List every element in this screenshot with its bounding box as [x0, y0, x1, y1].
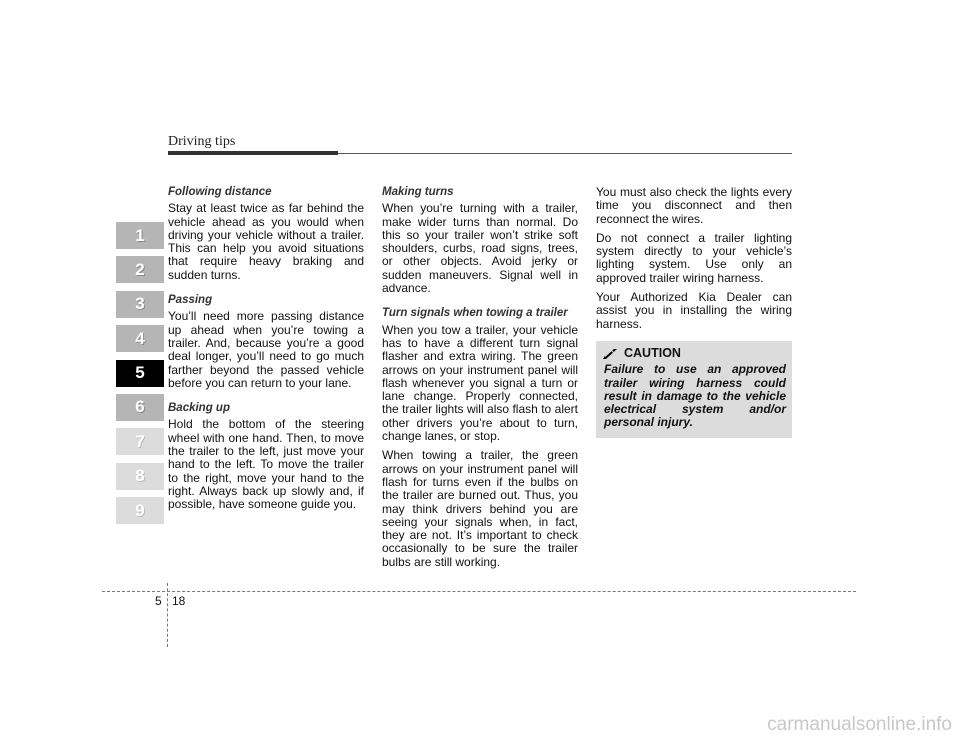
caution-header	[602, 347, 786, 360]
paragraph: You must also check the lights every time you disconnect and then reconnect the wires.	[596, 185, 792, 226]
chapter-tab-5[interactable]: 5	[116, 360, 164, 387]
section-backing-up	[168, 402, 364, 511]
section-title: Driving tips	[168, 134, 236, 149]
paragraph: When you’re turning with a trailer, make wider turns than normal. Do this so your trailer won’t strike soft shoulders, curbs, road signs, trees, or other objects. Avoid jerky or sudden maneuvers. Signal well in advance.	[382, 201, 578, 296]
subheading: Following distance	[168, 186, 272, 198]
section-turn-signals	[382, 307, 578, 569]
paragraph: You’ll need more passing distance up ahead when you’re towing a trailer. And, because you’re a good deal longer, you’ll need to go much farther beyond the passed vehicle before you can return to your lane.	[168, 309, 364, 390]
text-column-3	[596, 186, 792, 438]
section-making-turns	[382, 186, 578, 295]
subheading: Turn signals when towing a trailer	[382, 307, 568, 320]
paragraph: When towing a trailer, the green arrows on your instrument panel will flash for turns even if the bulbs on the trailer are burned out. Thus, you may think drivers behind you are seeing your signals when, in fact, they are not. It’s important to check occasionally to be sure the trailer bulbs are still working.	[382, 448, 578, 569]
subheading: Passing	[168, 294, 213, 307]
chapter-tabs	[116, 222, 164, 532]
paragraph: Stay at least twice as far behind the vehicle ahead as you would when driving your vehicle without a trailer. This can help you avoid situations that require heavy braking and sudden turns.	[168, 201, 364, 282]
text-column-2	[382, 186, 578, 581]
paragraph: Hold the bottom of the steering wheel with one hand. Then, to move the trailer to the left, just move your hand to the left. To move the trailer to the right, move your hand to the right. Always back up slowly and, if possible, have someone guide you.	[168, 417, 364, 512]
section-following-distance	[168, 186, 364, 282]
caution-text: Failure to use an approved trailer wiring harness could result in damage to the vehicle electrical system and/or personal injury.	[604, 362, 786, 430]
subheading: Backing up	[168, 402, 230, 415]
section-passing	[168, 294, 364, 390]
text-column-1	[168, 186, 364, 524]
footer-page-number: 18	[172, 594, 186, 608]
paragraph: Do not connect a trailer lighting system directly to your vehicle’s lighting system. Use only an approved trailer wiring harness.	[596, 230, 792, 285]
caution-title: CAUTION	[624, 345, 681, 360]
chapter-tab-3[interactable]: 3	[116, 291, 164, 318]
header-rule-accent	[168, 151, 338, 155]
watermark: carmanualsonline.info	[767, 714, 952, 735]
chapter-tab-9[interactable]: 9	[116, 497, 164, 524]
chapter-tab-6[interactable]: 6	[116, 394, 164, 421]
subheading: Making turns	[382, 186, 454, 198]
chapter-tab-2[interactable]: 2	[116, 256, 164, 283]
chapter-tab-1[interactable]: 1	[116, 222, 164, 249]
caution-pencil-icon	[602, 348, 618, 360]
paragraph: When you tow a trailer, your vehicle has to have a different turn signal flasher and extra wiring. The green arrows on your instrument panel will flash whenever you signal a turn or lane change. Properly connected, the trailer lights will also flash to alert other drivers you’re about to turn, change lanes, or stop.	[382, 322, 578, 444]
footer-rule	[102, 591, 856, 592]
caution-box	[596, 341, 792, 438]
paragraph: Your Authorized Kia Dealer can assist you in installing the wiring harness.	[596, 290, 792, 331]
footer-chapter-number: 5	[155, 594, 162, 608]
chapter-tab-4[interactable]: 4	[116, 325, 164, 352]
chapter-tab-7[interactable]: 7	[116, 428, 164, 455]
chapter-tab-8[interactable]: 8	[116, 463, 164, 490]
footer-divider	[167, 583, 168, 647]
